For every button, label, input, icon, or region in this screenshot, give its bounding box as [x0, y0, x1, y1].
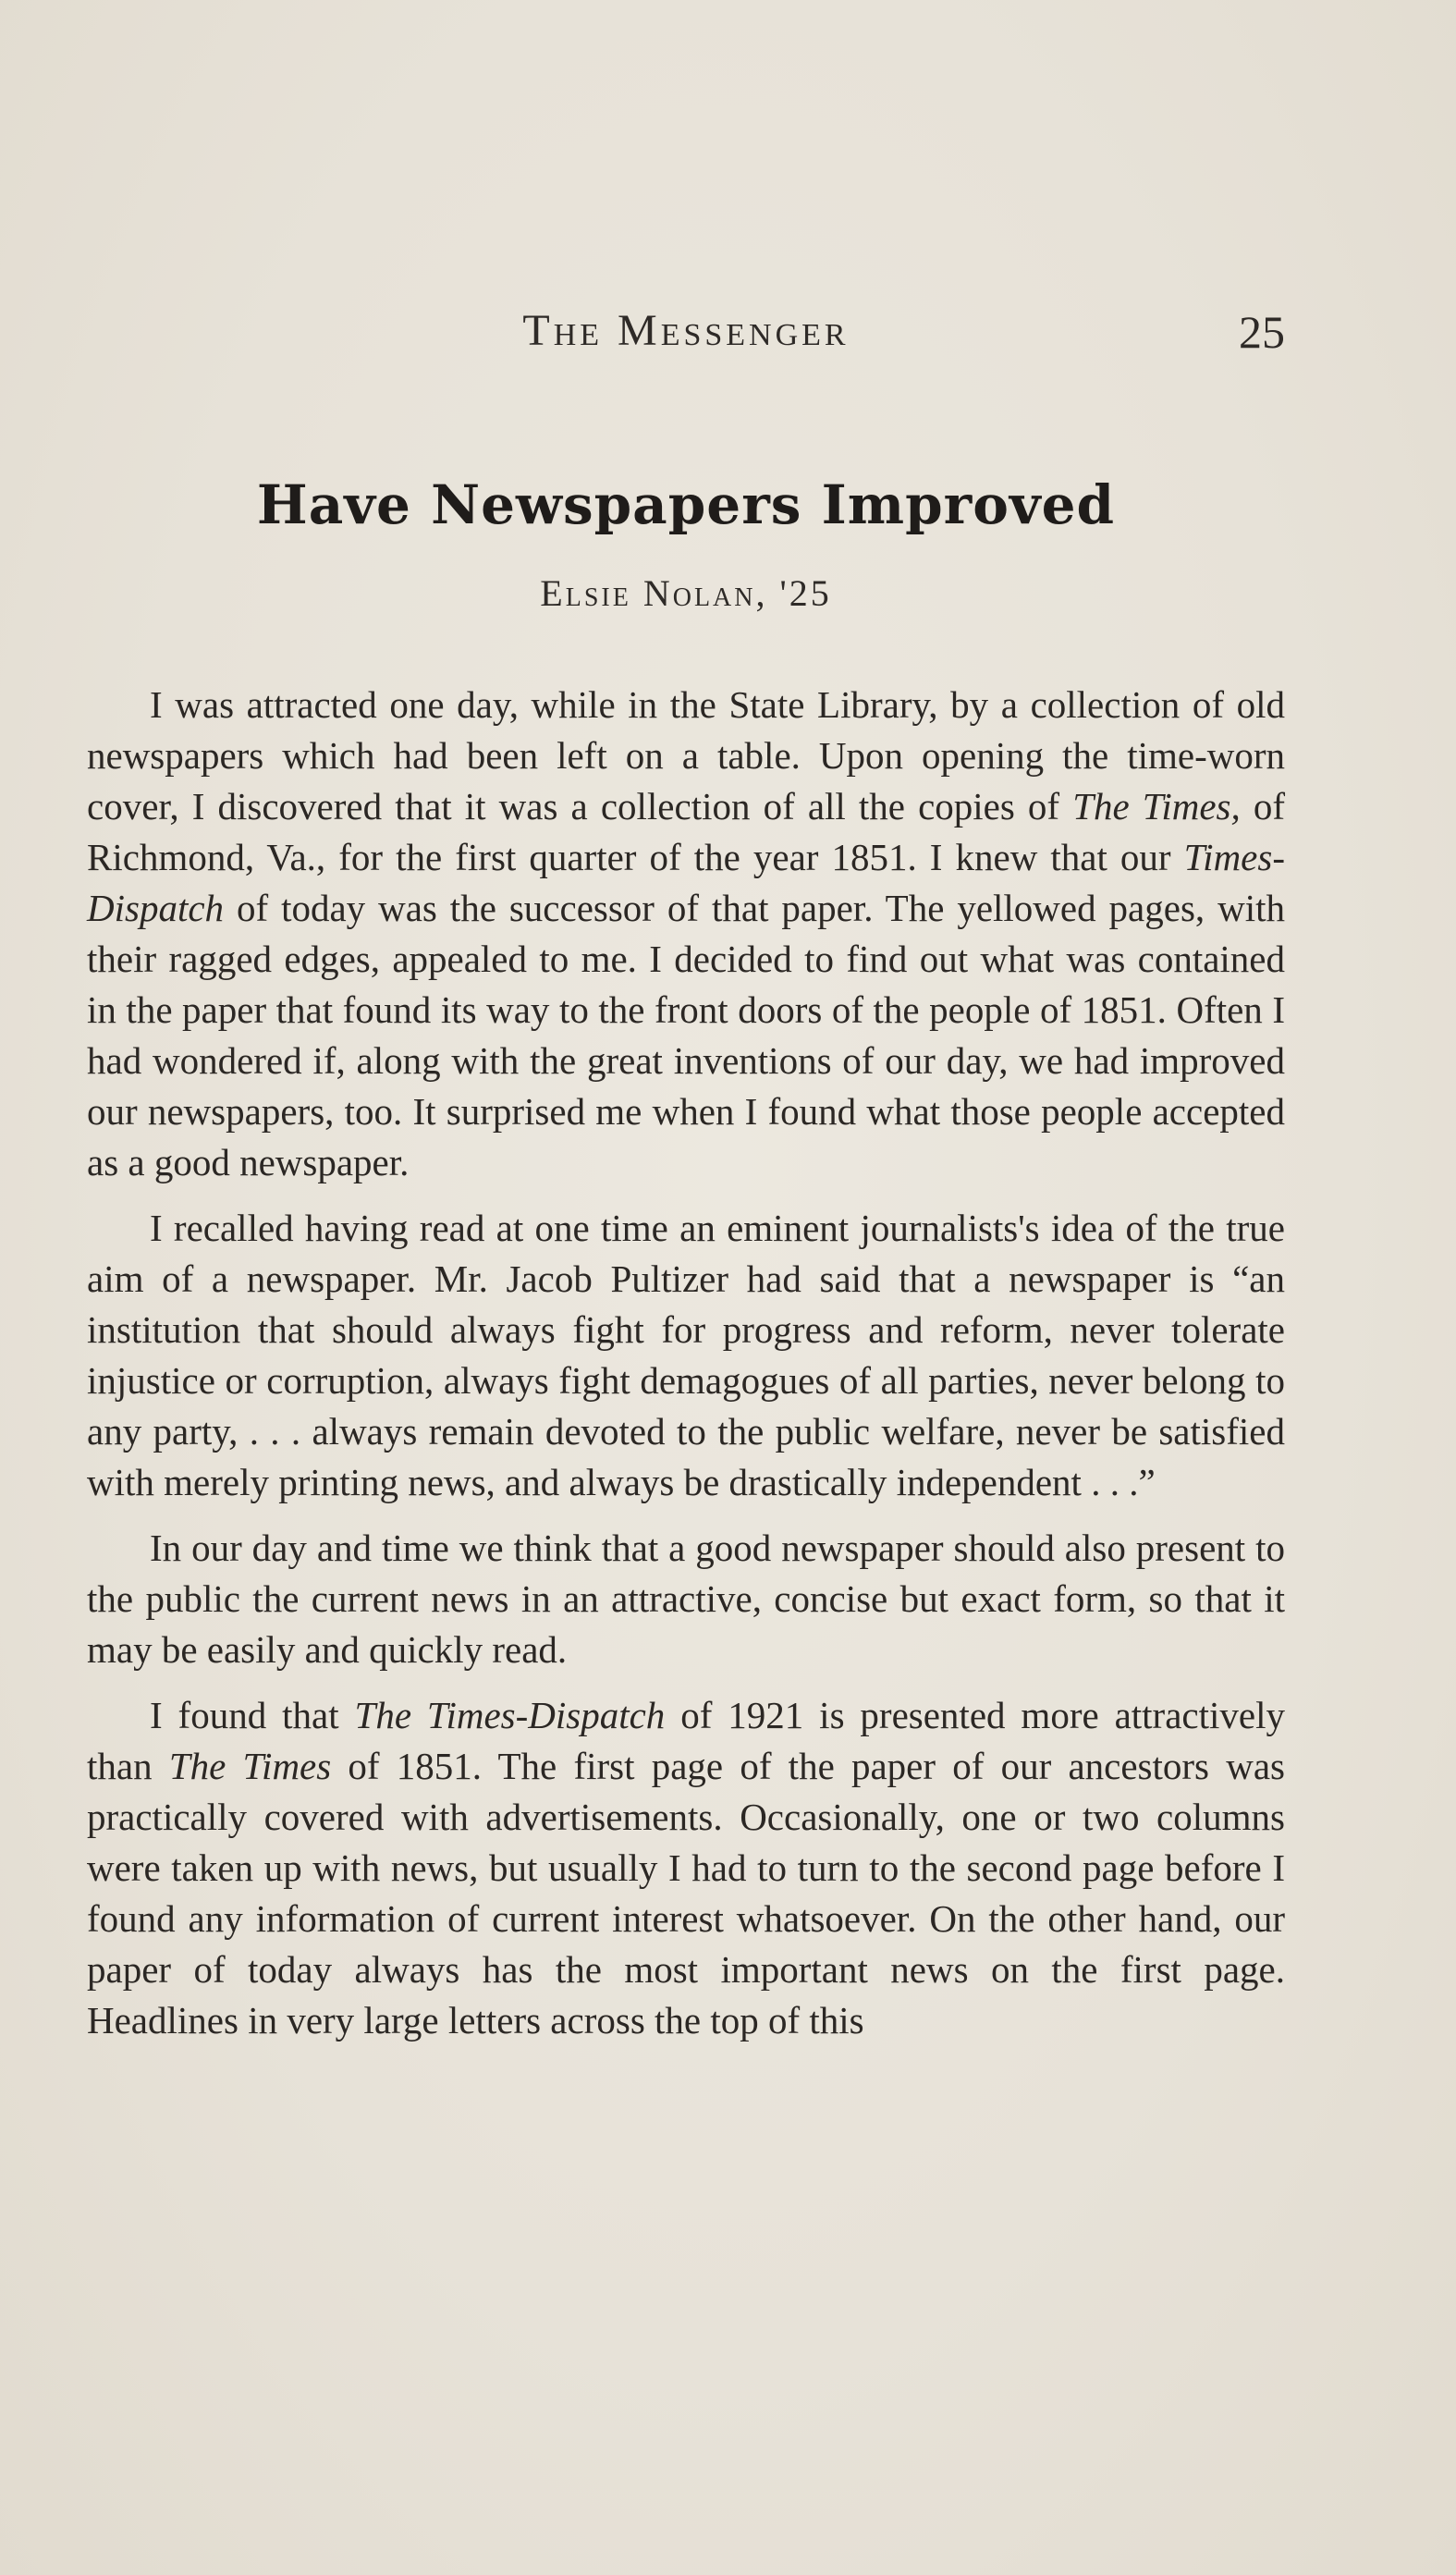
- paragraph: In our day and time we think that a good newspaper should also present to the public the current news in an attractive, concise but exact form, so that it may be easily and quickly read.: [87, 1527, 1285, 1671]
- article-title: Have Newspapers Improved: [256, 473, 1116, 536]
- italic-title: Times-Dispatch: [87, 836, 1285, 929]
- running-head: [87, 305, 1285, 361]
- article-body: [87, 680, 1285, 2061]
- paragraph: I found that The Times-Dispatch of 1921 is presented more attractively than The Times of 1851. The first page of the paper of our ancestors was practically covered with advertisements. Occasionally, one or two columns were taken up with news, but usually I had to turn to the second page before I found any information of current interest whatsoever. On the other hand, our paper of today always has the most important news on the first page. Headlines in very large letters across the top of this: [87, 1694, 1285, 2042]
- page-number: 25: [1239, 306, 1285, 358]
- running-title: The Messenger: [522, 306, 850, 355]
- byline: Elsie Nolan, '25: [540, 572, 832, 614]
- italic-title: The Times,: [1072, 785, 1241, 828]
- paragraph: I recalled having read at one time an eminent journalists's idea of the true aim of a newspaper. Mr. Jacob Pultizer had said that a newspaper is “an institution that should always fight for progress and reform, never tolerate injustice or corruption, always fight demagogues of all parties, never belong to any party, . . . always remain devoted to the public welfare, never be satisfied with merely printing news, and always be drastically independent . . .”: [87, 1207, 1285, 1503]
- italic-title: The Times: [168, 1745, 332, 1787]
- paragraph: I was attracted one day, while in the State Library, by a collection of old newspapers which had been left on a table. Upon opening the time-worn cover, I discovered that it was a collection of all the copies of The Times, of Richmond, Va., for the first quarter of the year 1851. I knew that our Times-Dispatch of today was the successor of that paper. The yellowed pages, with their ragged edges, appealed to me. I decided to find out what was contained in the paper that found its way to the front doors of the people of 1851. Often I had wondered if, along with the great inventions of our day, we had improved our newspapers, too. It surprised me when I found what those people accepted as a good newspaper.: [87, 683, 1286, 1183]
- italic-title: The Times-Dispatch: [354, 1694, 666, 1736]
